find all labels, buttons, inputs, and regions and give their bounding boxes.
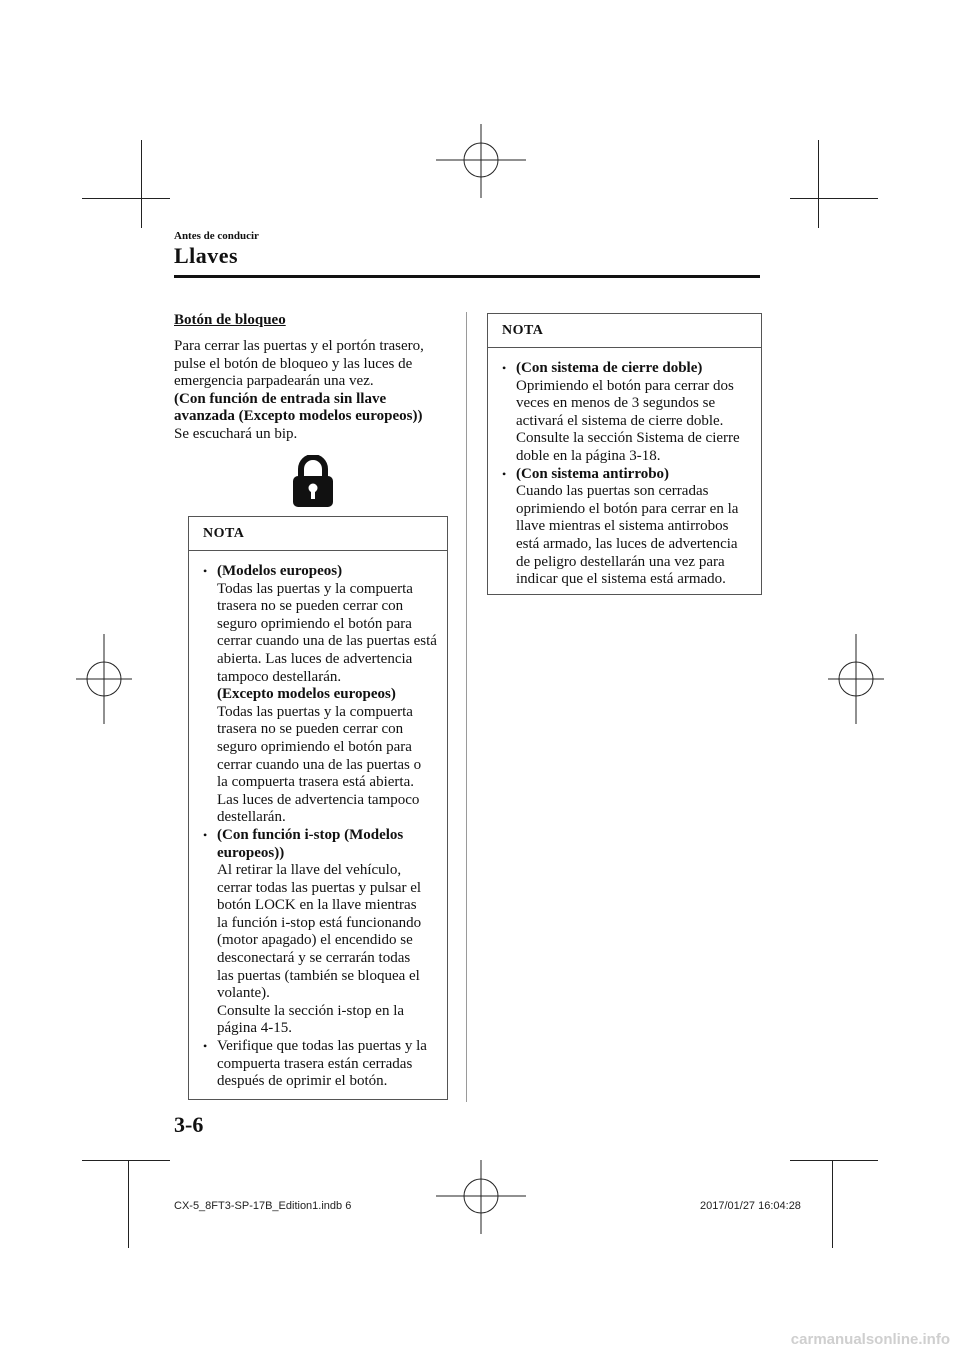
registration-mark-icon <box>828 634 884 724</box>
registration-mark-icon <box>76 634 132 724</box>
text-line: seguro oprimiendo el botón para <box>217 738 412 755</box>
text-line: botón LOCK en la llave mientras <box>217 897 417 914</box>
crop-mark <box>82 1160 170 1161</box>
crop-mark <box>128 1160 129 1248</box>
text-line: Se escuchará un bip. <box>174 425 298 442</box>
lock-button-description <box>174 338 454 444</box>
crop-mark <box>818 140 819 228</box>
text-line: cerrar todas las puertas y pulsar el <box>217 879 422 896</box>
text-line: de peligro destellarán una vez para <box>516 553 725 570</box>
note-item-heading: europeos)) <box>217 844 285 861</box>
text-line: emergencia parpadearán una vez. <box>174 373 374 390</box>
text-line: (motor apagado) el encendido se <box>217 932 413 949</box>
note-box-1 <box>188 516 448 1100</box>
text-line: desconectará y se cerrarán todas <box>217 950 411 967</box>
text-line: destellarán. <box>217 809 286 826</box>
print-file-name: CX-5_8FT3-SP-17B_Edition1.indb 6 <box>174 1200 352 1212</box>
crop-mark <box>141 140 142 228</box>
registration-mark-icon <box>436 1160 526 1234</box>
text-line: volante). <box>217 985 270 1002</box>
text-line: Las luces de advertencia tampoco <box>217 791 420 808</box>
text-line: la compuerta trasera está abierta. <box>217 774 414 791</box>
text-line: página 4-15. <box>217 1020 292 1037</box>
bullet-icon: • <box>203 1039 208 1054</box>
note-title: NOTA <box>488 314 761 348</box>
note-item <box>203 1038 439 1091</box>
lock-button-heading: Botón de bloqueo <box>174 312 286 328</box>
note-item-heading: (Modelos europeos) <box>217 563 343 579</box>
note-item-heading: (Excepto modelos europeos) <box>217 686 396 703</box>
text-line: trasera no se pueden cerrar con <box>217 721 404 738</box>
text-line: seguro oprimiendo el botón para <box>217 615 412 632</box>
note-title: NOTA <box>189 517 447 551</box>
note-box-2 <box>487 313 762 595</box>
crop-mark <box>790 1160 878 1161</box>
text-line: cerrar cuando una de las puertas está <box>217 633 437 650</box>
text-line: Oprimiendo el botón para cerrar dos <box>516 377 734 394</box>
text-line: abierta. Las luces de advertencia <box>217 650 413 667</box>
section-label: Antes de conducir <box>174 230 259 242</box>
note-item <box>502 360 753 466</box>
page-number: 3-6 <box>174 1112 204 1137</box>
registration-mark-icon <box>436 124 526 198</box>
text-line: la función i-stop está funcionando <box>217 914 422 931</box>
text-line: está armado, las luces de advertencia <box>516 535 738 552</box>
text-line: activará el sistema de cierre doble. <box>516 412 724 429</box>
text-line: veces en menos de 3 segundos se <box>516 395 716 412</box>
crop-mark <box>790 198 878 199</box>
page-title: Llaves <box>174 243 239 268</box>
note-item <box>502 466 753 589</box>
text-line: compuerta trasera están cerradas <box>217 1055 413 1072</box>
crop-mark <box>82 198 170 199</box>
text-line: oprimiendo el botón para cerrar en la <box>516 500 739 517</box>
watermark: carmanualsonline.info <box>790 1331 950 1348</box>
text-line: tampoco destellarán. <box>217 668 342 685</box>
bullet-icon: • <box>203 827 208 842</box>
text-line: después de oprimir el botón. <box>217 1073 388 1090</box>
text-line: Consulte la sección i-stop en la <box>217 1002 405 1019</box>
header-rule <box>174 275 760 278</box>
note-body <box>189 551 447 1101</box>
text-line-bold: avanzada (Excepto modelos europeos)) <box>174 408 423 425</box>
text-line: Cuando las puertas son cerradas <box>516 483 709 500</box>
text-line: trasera no se pueden cerrar con <box>217 598 404 615</box>
note-item <box>203 827 439 1038</box>
text-line: Todas las puertas y la compuerta <box>217 703 413 720</box>
text-line: Para cerrar las puertas y el portón trasero, <box>174 338 424 354</box>
text-line: Todas las puertas y la compuerta <box>217 580 413 597</box>
bullet-icon: • <box>502 361 507 375</box>
print-timestamp: 2017/01/27 16:04:28 <box>700 1200 801 1212</box>
lock-icon <box>292 455 334 508</box>
text-line: Al retirar la llave del vehículo, <box>217 862 402 879</box>
text-line: llave mientras el sistema antirrobos <box>516 518 729 535</box>
column-divider <box>466 312 467 1102</box>
text-line: Verifique que todas las puertas y la <box>217 1038 427 1055</box>
note-item-heading: (Con función i-stop (Modelos <box>217 826 404 843</box>
bullet-icon: • <box>203 564 208 578</box>
crop-mark <box>832 1160 833 1248</box>
text-line-bold: (Con función de entrada sin llave <box>174 390 387 407</box>
note-body <box>488 348 761 599</box>
note-item <box>203 563 439 827</box>
text-line: Consulte la sección Sistema de cierre <box>516 430 740 447</box>
text-line: doble en la página 3-18. <box>516 447 661 464</box>
note-item-heading: (Con sistema antirrobo) <box>516 465 670 482</box>
text-line: cerrar cuando una de las puertas o <box>217 756 422 773</box>
text-line: pulse el botón de bloqueo y las luces de <box>174 355 413 372</box>
bullet-icon: • <box>502 466 507 481</box>
text-line: indicar que el sistema está armado. <box>516 571 726 588</box>
note-item-heading: (Con sistema de cierre doble) <box>516 360 703 376</box>
text-line: las puertas (también se bloquea el <box>217 967 420 984</box>
